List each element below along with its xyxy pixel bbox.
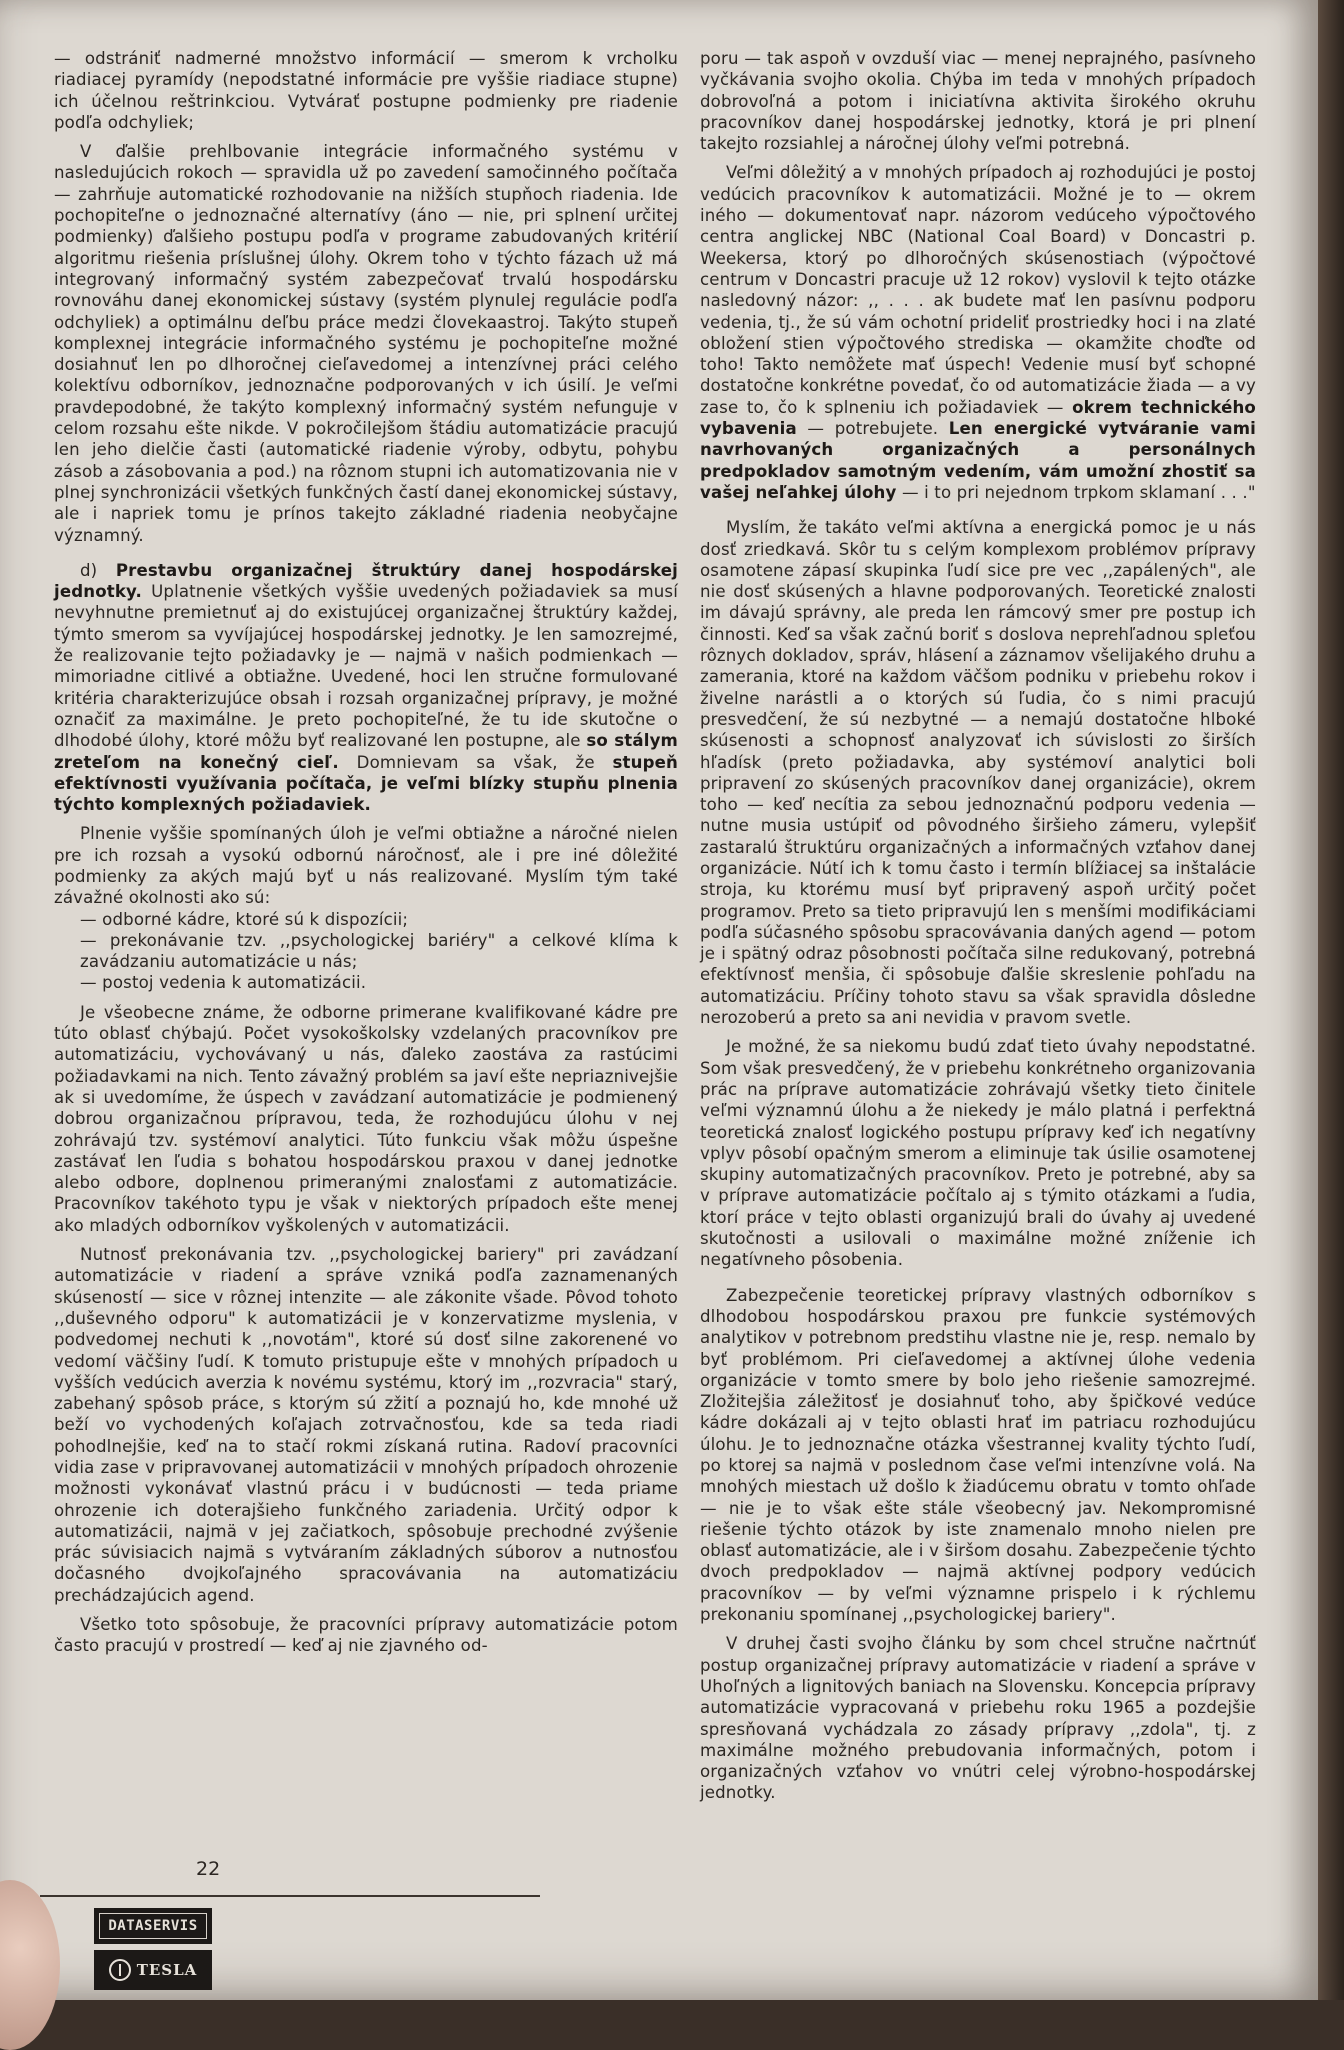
- bold-phrase: okrem technického vybavenia: [700, 397, 1256, 439]
- bold-phrase: so stálym zreteľom na konečný cieľ.: [54, 731, 678, 772]
- paragraph: V ďalšie prehlbovanie integrácie informačného systému v nasledujúcich rokoch — spravidla už po zavedení samočinného počítača — zahrňuje automatické rozhodovanie na nižších stupňoch riadenia. Ide pochopiteľne o jednoznačné alternatívy (áno — nie, pri splnení určitej podmienky) ďalšieho postupu podľa v programe zabudovaných kritérií algoritmu riešenia príslušnej úlohy. Okrem toho v týchto fázach už má integrovaný informačný systém zabezpečovať trvalú hospodársku rovnováhu danej ekonomickej sústavy (systém plynulej regulácie podľa odchyliek) a optimálnu deľbu práce medzi človekaastroj. Takýto stupeň komplexnej integrácie informačného systému je pochopiteľne možné dosiahnuť len po dlhoročnej cieľavedomej a intenzívnej práci celého kolektívu odborníkov, jednoznačne podporovaných v ich úsilí. Je veľmi pravdepodobné, že takýto komplexný informačný systém nefunguje v celom rozsahu ešte nikde. V pokročilejšom štádiu automatizácie pracujú len jeho dielčie časti (automatické riadenie výroby, odbytu, pohybu zásob a zásobovania a pod.) na rôznom stupni ich automatizovania nie v plnej synchronizácii všetkých funkčných častí danej ekonomickej sústavy, ale i napriek tomu je prínos takejto základné riadenia neobyčajne významný.: [54, 142, 678, 545]
- paragraph-section-d: [54, 560, 678, 816]
- paragraph-quote: [700, 162, 1256, 503]
- section-d-label: d): [80, 560, 98, 580]
- right-column: [700, 48, 1256, 1804]
- paragraph: poru — tak aspoň v ovzduší viac — menej neprajného, pasívneho vyčkávania svojho okolia. Chýba im teda v mnohých prípadoch dobrovoľná a potom i iniciatívna aktivita širokého okruhu pracovníkov danej hospodárskej jednotky, ktorá je pri plnení takejto rozsiahlej a náročnej úlohy veľmi potrebná.: [700, 49, 1256, 154]
- paragraph-text: — potrebujete.: [807, 419, 939, 439]
- paragraph: Všetko toto spôsobuje, že pracovníci prípravy automatizácie potom často pracujú v prostredí — keď aj nie zjavného od-: [54, 1615, 678, 1656]
- list-item: — prekonávanie tzv. ,,psychologickej bariéry" a celkové klíma k zavádzaniu automatizácie u nás;: [80, 930, 678, 972]
- bold-phrase: Len energické vytváranie vami navrhovaných organizačných a personálnych predpokladov samotným vedením, vám umožní zhostiť sa vašej neľahkej úlohy: [700, 419, 1256, 502]
- page-number: 22: [196, 1858, 221, 1880]
- tesla-logo-text: TESLA: [136, 1961, 198, 1979]
- left-column: [54, 48, 678, 1657]
- footer-rule: [40, 1895, 540, 1897]
- paragraph: Myslím, že takáto veľmi aktívna a energická pomoc je u nás dosť zriedkavá. Skôr tu s celým komplexom problémov prípravy osamotene zápasí skupinka ľudí sice pre vec ,,zapálených", ale nie dosť skúsených a hlavne podporovaných. Teoretické znalosti im dávajú správny, ale preda len rámcový smer pre postup ich činnosti. Keď sa však začnú boriť s doslova neprehľadnou spleťou rôznych dokladov, správ, hlásení a záznamov všelijakého druhu a zamerania, ktoré na každom väčšom podniku v priebehu rokov i živelne narástli a o ktorých sú ľudia, čo s nimi pracujú presvedčení, že sú nezbytné — a nemajú dostatočne hlboké skúsenosti a schopnosť analyzovať ich súvislosti zo širších hľadísk (preto požiadavka, aby systémoví analytici boli pripravení zo skúsených pracovníkov danej organizácie), okrem toho — keď necítia za sebou jednoznačnú podporu vedenia — nutne musia ustúpiť od pôvodného širšieho zámeru, vylepšiť zastaralú štruktúru organizačných a informačných vzťahov danej organizácie. Nútí ich k tomu často i termín blížiacej sa inštalácie stroja, ku ktorému musí byť pripravený aspoň určitý počet programov. Preto sa tieto pripravujú len s menšími modifikáciami podľa súčasného spôsobu spracovávania daných agend — potom je i spätný odraz pôsobnosti počítača silne redukovaný, potrebná efektívnosť menšia, či spôsobuje ďalšie skreslenie pohľadu na automatizáciu. Príčiny tohoto stavu sa však spravidla dôsledne nerozoberú a preto sa ani nevidia v pravom svetle.: [700, 518, 1256, 1028]
- paragraph: — odstrániť nadmerné množstvo informácií — smerom k vrcholku riadiacej pyramídy (nepodstatné informácie pre vyššie riadiace stupne) ich účelnou reštrinkciou. Vytvárať postupne podmienky pre riadenie podľa odchyliek;: [54, 49, 678, 132]
- paragraph: V druhej časti svojho článku by som chcel stručne načrtnúť postup organizačnej prípravy automatizácie v riadení a správe v Uhoľných a lignitových baniach na Slovensku. Koncepcia prípravy automatizácie vypracovaná v priebehu roku 1965 a pozdejšie spresňovaná vychádzala zo zásady prípravy ,,zdola", tj. z maximálne možného prebudovania informačných, potom i organizačných vzťahov vo vnútri celej výrobno-hospodárskej jednotky.: [700, 1634, 1256, 1803]
- list-item: — postoj vedenia k automatizácii.: [80, 973, 367, 993]
- paragraph-text: — i to pri nejednom trpkom sklamaní . . .": [901, 482, 1256, 502]
- paragraph-text: Veľmi dôležitý a v mnohých prípadoch aj rozhodujúci je postoj vedúcich pracovníkov k automatizácii. Možné je to — okrem iného — dokumentovať napr. názorom vedúceho výpočtového centra anglickej NBC (National Coal Board) v Doncastri p. Weekersa, ktorý po dlhoročných skúsenostiach (výpočtové centrum v Doncastri pracuje už 12 rokov) vyslovil k tejto otázke nasledovný názor: ,, . . . ak budete mať len pasívnu podporu vedenia, tj., že sú vám ochotní prideliť prostriedky hoci i na zlaté obložení stien výpočtového strediska — okamžite choďte od toho! Takto nemôžete mať úspech! Vedenie musí byť schopné dostatočne konkrétne povedať, čo od automatizácie žiada — a vy zase to, čo k splneniu ich požiadaviek —: [700, 163, 1256, 417]
- paragraph: Nutnosť prekonávania tzv. ,,psychologickej bariery" pri zavádzaní automatizácie v riadení a správe vzniká podľa zaznamenaných skúseností — sice v rôznej intenzite — ale zákonite všade. Pôvod tohoto ,,duševného odporu" k automatizácii je v konzervatizme myslenia, v podvedomej nechuti k ,,novotám", ktoré sú dosť silne zakorenené vo vedomí väčšiny ľudí. K tomuto pristupuje ešte v mnohých prípadoch u vyšších vedúcich averzia k novému systému, ktorý im ,,rozvracia" starý, zabehaný spôsob práce, s ktorým sú zžití a poznajú ho, kde mnohé už beží vo vychodených koľajach zotrvačnosťou, kde sa teda riadi pohodlnejšie, keď na to stačí rokmi získaná rutina. Radoví pracovníci vidia zase v pripravovanej automatizácii v mnohých prípadoch ohrozenie možnosti vykonávať vlastnú prácu i v budúcnosti — teda priame ohrozenie ich doterajšieho funkčného zariadenia. Určitý odpor k automatizácii, najmä v jej začiatkoch, spôsobuje prechodné zvýšenie prác súvisiacich najmä s vytváraním základných súborov a nutnosťou dočasného dvojkoľajného spracovávania na automatizáciu prechádzajúcich agend.: [54, 1245, 678, 1605]
- dataservis-logo: [94, 1908, 212, 1944]
- paragraph: Plnenie vyššie spomínaných úloh je veľmi obtiažne a náročné nielen pre ich rozsah a vysokú odbornú náročnosť, ale i pre iné dôležité podmienky za akých majú byť u nás realizované. Myslím tým také závažné okolnosti ako sú:: [54, 824, 678, 908]
- finger-thumb: [0, 1880, 60, 2050]
- book-spine-shadow: [1318, 0, 1344, 2000]
- section-d-heading: Prestavbu organizačnej štruktúry danej hospodárskej jednotky.: [54, 560, 678, 602]
- bold-phrase: stupeň efektívnosti využívania počítača, je veľmi blízky stupňu plnenia týchto komplexných požiadaviek.: [54, 752, 678, 815]
- paragraph-text: Uplatnenie všetkých vyššie uvedených požiadaviek sa musí nevyhnutne premietnuť aj do existujúcej organizačnej štruktúry každej, týmto smerom sa vyvíjajúcej hospodárskej jednotky. Je len samozrejmé, že realizovanie tejto požiadavky je — najmä v našich podmienkach — mimoriadne citlivé a obtiažne. Uvedené, hoci len stručne formulované kritéria charakterizujúce obsah i rozsah organizačnej prípravy, je možné označiť za maximálne. Je preto pochopiteľné, že tu ide skutočne o dlhodobé úlohy, ktoré môžu byť realizované len postupne, ale: [54, 582, 678, 751]
- paragraph: Zabezpečenie teoretickej prípravy vlastných odborníkov s dlhodobou hospodárskou praxou pre funkcie systémových analytikov v potrebnom predstihu vlastne nie je, resp. nemalo by byť problémom. Pri cieľavedomej a aktívnej úlohe vedenia organizácie v tomto smere by bolo jeho riešenie samozrejmé. Zložitejšia záležitosť je dosiahnuť toho, aby špičkové vedúce kádre dokázali aj v tejto oblasti hrať im patriacu rozhodujúcu úlohu. Je to jednoznačne otázka všestrannej kvality týchto ľudí, po ktorej sa najmä v poslednom čase veľmi intenzívne volá. Na mnohých miestach už došlo k žiadúcemu obratu v tomto ohľade — nie je to však ešte stále všeobecný jav. Nekompromisné riešenie týchto otázok by iste znamenalo mnoho nielen pre oblasť automatizácie, ale i v širšom dosahu. Zabezpečenie týchto dvoch predpokladov — najmä aktívnej podpory vedúcich pracovníkov — by veľmi významne prispelo i k rýchlemu prekonaniu spomínanej ,,psychologickej bariery".: [700, 1285, 1256, 1625]
- list-item: — odborné kádre, ktoré sú k dispozícii;: [80, 909, 409, 929]
- paragraph: Je všeobecne známe, že odborne primerane kvalifikované kádre pre túto oblasť chýbajú. Počet vysokoškolsky vzdelaných pracovníkov pre automatizáciu, vychovávaný u nás, ďaleko zaostáva za rastúcimi požiadavkami na nich. Tento závažný problém sa javí ešte nepriaznivejšie ak si uvedomíme, že úspech v zavádzaní automatizácie je podmienený dobrou organizačnou prípravou, teda, že rozhodujúcu úlohu v nej zohrávajú tzv. systémoví analytici. Túto funkciu však môžu úspešne zastávať len ľudia s bohatou hospodárskou praxou v danej jednotke alebo odbore, doplnenou primeranými znalosťami z automatizácie. Pracovníkov takéhoto typu je však v niektorých prípadoch ešte menej ako mladých odborníkov vyškolených v automatizácii.: [54, 1002, 678, 1235]
- paragraph: Je možné, že sa niekomu budú zdať tieto úvahy nepodstatné. Som však presvedčený, že v priebehu konkrétneho organizovania prác na príprave automatizácie zohrávajú všetky tieto činitele veľmi významnú úlohu a že niekedy je málo platná i perfektná teoretická znalosť logického postupu prípravy keď ich negatívny vplyv pôsobí opačným smerom a eliminuje tak úsilie osamotenej skupiny automatizačných pracovníkov. Preto je potrebné, aby sa v príprave automatizácie počítalo aj s týmito otázkami a ľudia, ktorí práce v tejto oblasti organizujú brali do úvahy aj uvedené skutočnosti a usilovali o maximálne možné zníženie ich negatívneho pôsobenia.: [700, 1037, 1256, 1270]
- paragraph-text: Domnievam sa však, že: [356, 752, 595, 772]
- dataservis-logo-text: DATASERVIS: [99, 1913, 207, 1939]
- tesla-logo: [94, 1950, 212, 1990]
- tesla-emblem-icon: [109, 1959, 131, 1981]
